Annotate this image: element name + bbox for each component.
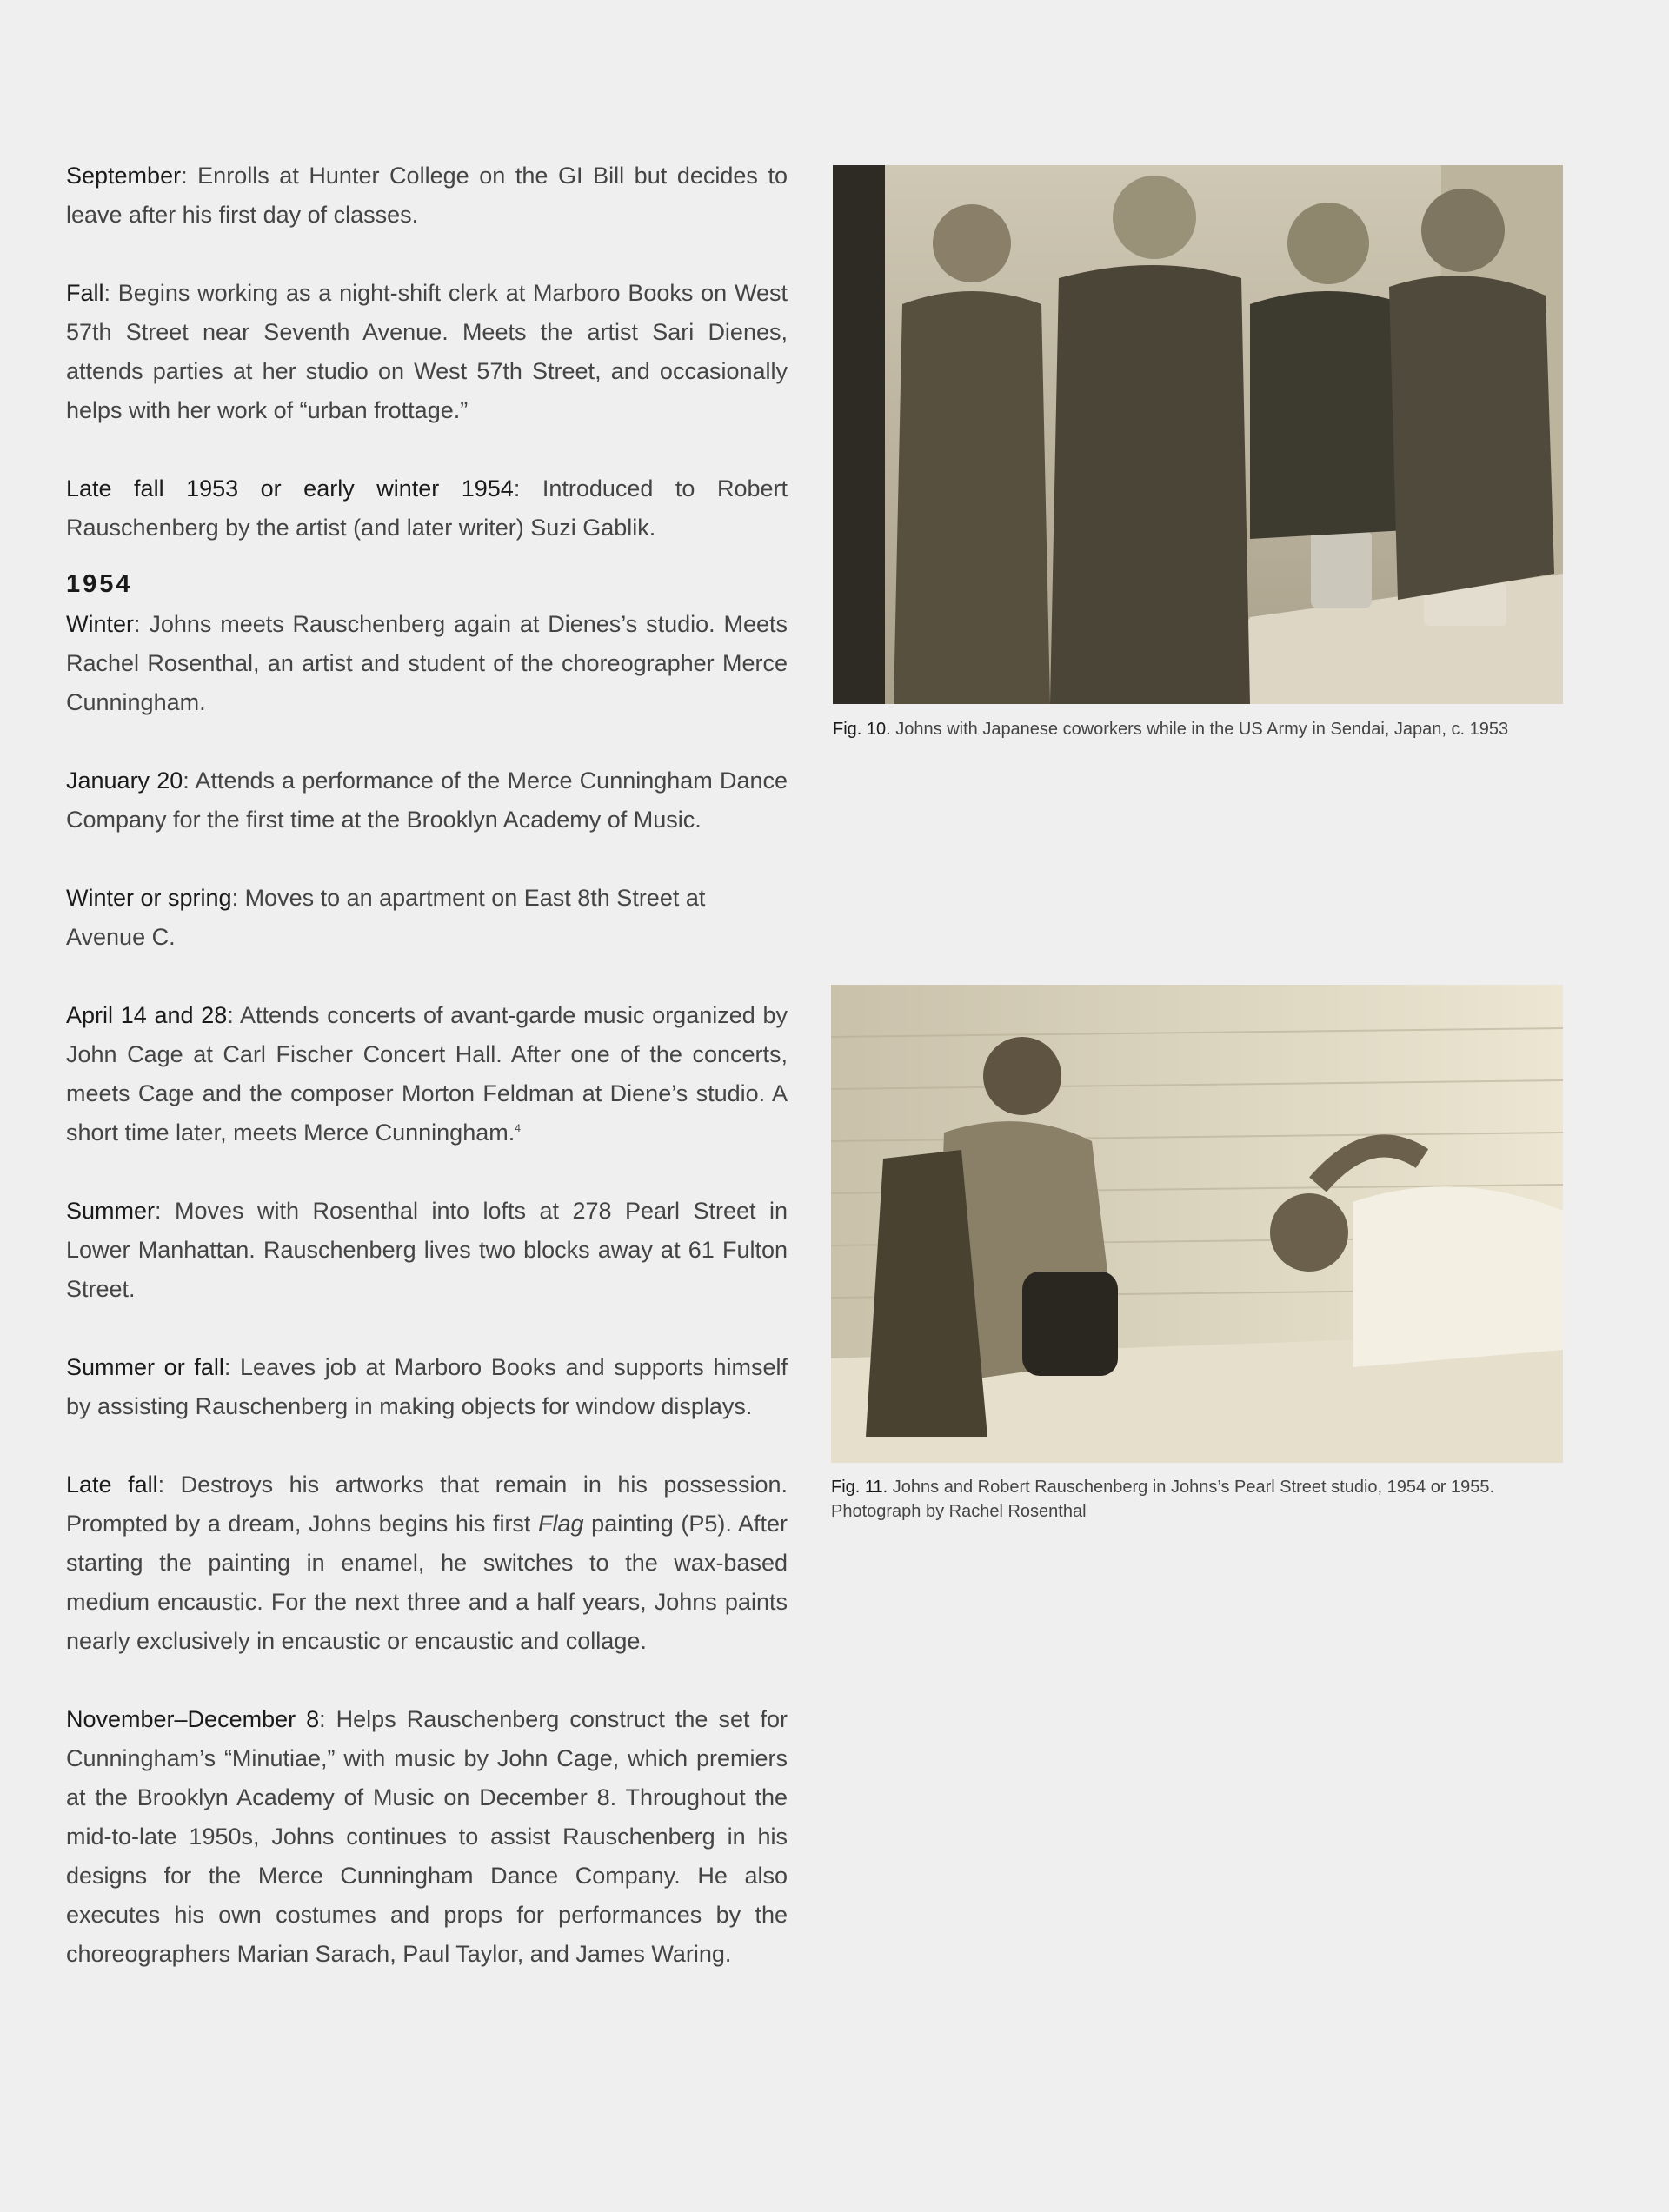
entry-winter (66, 605, 788, 722)
entry-label: Summer or fall (66, 1354, 224, 1380)
figure-10-caption (833, 717, 1580, 741)
chronology-column (66, 156, 788, 2013)
entry-label: Fall (66, 280, 104, 306)
caption-text: Johns and Robert Rauschenberg in Johns’s Pearl Street studio, 1954 or 1955. (892, 1478, 1495, 1497)
figure-10-photo (833, 165, 1563, 704)
entry-november-december (66, 1700, 788, 1974)
entry-label: Summer (66, 1198, 156, 1224)
entry-text: : Destroys his artworks that remain in his possession. Prompted by a dream, Johns begins his first (66, 1471, 788, 1537)
entry-label: Late fall (66, 1471, 158, 1498)
entry-april (66, 996, 788, 1152)
caption-text: Johns with Japanese coworkers while in the US Army in Sendai, Japan, c. 1953 (895, 720, 1509, 739)
entry-label: April 14 and 28 (66, 1002, 228, 1028)
entry-label: Winter or spring (66, 885, 232, 911)
entry-text: : Attends concerts of avant-garde music organized by John Cage at Carl Fischer Concert Hall. After one of the concerts, meets Cage and the composer Morton Feldman at Diene’s studio. A short time later, meets Merce Cunningham. (66, 1002, 788, 1146)
entry-text: painting (P5). After starting the painting in enamel, he switches to the wax-based medium encaustic. For the next three and a half years, Johns paints nearly exclusively in encaustic or encaustic and collage. (66, 1511, 788, 1654)
entry-text: : Moves to an apartment on East 8th Street at Avenue C. (66, 885, 706, 950)
figure-label: Fig. 11. (831, 1478, 888, 1497)
entry-fall (66, 274, 788, 430)
entry-text: : Moves with Rosenthal into lofts at 278 Pearl Street in Lower Manhattan. Rauschenberg lives two blocks away at 61 Fulton Street. (66, 1198, 788, 1302)
figure-11-caption (831, 1475, 1579, 1524)
footnote-marker: 4 (515, 1122, 521, 1134)
entry-label: January 20 (66, 767, 183, 794)
group-photo-image (833, 165, 1563, 704)
entry-text: : Johns meets Rauschenberg again at Dienes’s studio. Meets Rachel Rosenthal, an artist and student of the choreographer Merce Cunningham. (66, 611, 788, 715)
figure-label: Fig. 10. (833, 720, 891, 739)
entry-winter-or-spring (66, 879, 788, 957)
entry-italic-title: Flag (538, 1511, 584, 1537)
entry-late-fall (66, 1465, 788, 1661)
entry-label: Late fall 1953 or early winter 1954 (66, 475, 514, 502)
entry-label: November–December 8 (66, 1706, 320, 1732)
entry-text: : Introduced to Robert Rauschenberg by the artist (and later writer) Suzi Gablik. (66, 475, 788, 541)
entry-text: : Leaves job at Marboro Books and supports himself by assisting Rauschenberg in making objects for window displays. (66, 1354, 788, 1419)
entry-summer (66, 1192, 788, 1309)
entry-january-20 (66, 761, 788, 840)
figure-11-photo (831, 985, 1563, 1463)
entry-summer-or-fall (66, 1348, 788, 1426)
caption-credit: Photograph by Rachel Rosenthal (831, 1502, 1087, 1521)
entry-text: : Attends a performance of the Merce Cunningham Dance Company for the first time at the Brooklyn Academy of Music. (66, 767, 788, 833)
entry-late-fall-1953 (66, 469, 788, 548)
entry-text: : Enrolls at Hunter College on the GI Bill but decides to leave after his first day of classes. (66, 163, 788, 228)
entry-label: September (66, 163, 182, 189)
entry-label: Winter (66, 611, 135, 637)
entry-september (66, 156, 788, 235)
entry-text: : Helps Rauschenberg construct the set for Cunningham’s “Minutiae,” with music by John Cage, which premiers at the Brooklyn Academy of Music on December 8. Throughout the mid-to-late 1950s, Johns continues to assist Rauschenberg in his designs for the Merce Cunningham Dance Company. He also executes his own costumes and props for performances by the choreographers Marian Sarach, Paul Taylor, and James Waring. (66, 1706, 788, 1967)
studio-photo-image (831, 985, 1563, 1463)
entry-text: : Begins working as a night-shift clerk at Marboro Books on West 57th Street near Seventh Avenue. Meets the artist Sari Dienes, attends parties at her studio on West 57th Street, and occasionally helps with her work of “urban frottage.” (66, 280, 788, 423)
year-heading: 1954 (66, 570, 133, 598)
